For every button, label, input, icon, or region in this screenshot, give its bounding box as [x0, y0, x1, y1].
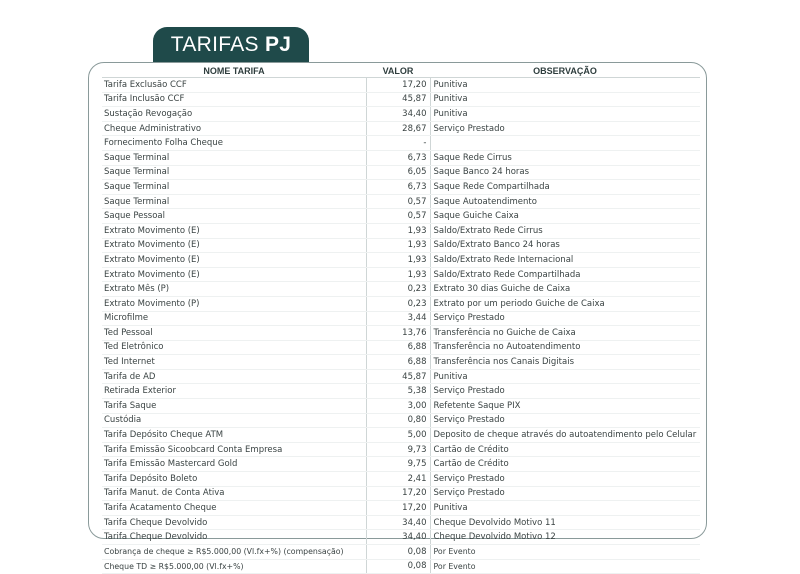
cell-observacao: Serviço Prestado	[430, 413, 700, 428]
table-row	[102, 180, 700, 195]
cell-observacao: Cartão de Crédito	[430, 442, 700, 457]
table-row	[102, 326, 700, 341]
cell-observacao: Saldo/Extrato Rede Compartilhada	[430, 267, 700, 282]
table-row	[102, 355, 700, 370]
cell-valor: 5,38	[366, 384, 430, 399]
table-row	[102, 223, 700, 238]
table-row	[102, 238, 700, 253]
cell-valor: 6,88	[366, 355, 430, 370]
cell-observacao: Punitiva	[430, 78, 700, 93]
table-row	[102, 457, 700, 472]
cell-valor: 1,93	[366, 238, 430, 253]
cell-nome-tarifa: Tarifa Cheque Devolvido	[102, 530, 366, 545]
cell-observacao: Serviço Prestado	[430, 472, 700, 487]
cell-nome-tarifa: Tarifa de AD	[102, 369, 366, 384]
cell-valor: 9,73	[366, 442, 430, 457]
cell-valor: 0,08	[366, 545, 430, 560]
cell-observacao: Saque Guiche Caixa	[430, 209, 700, 224]
cell-observacao: Saque Rede Compartilhada	[430, 180, 700, 195]
table-row	[102, 267, 700, 282]
cell-nome-tarifa: Tarifa Depósito Cheque ATM	[102, 428, 366, 443]
table-row	[102, 107, 700, 122]
cell-nome-tarifa: Ted Pessoal	[102, 326, 366, 341]
title-bold: PJ	[264, 33, 292, 56]
cell-observacao: Punitiva	[430, 369, 700, 384]
cell-nome-tarifa: Tarifa Manut. de Conta Ativa	[102, 486, 366, 501]
cell-nome-tarifa: Tarifa Exclusão CCF	[102, 78, 366, 93]
cell-nome-tarifa: Tarifa Emissão Mastercard Gold	[102, 457, 366, 472]
table-row	[102, 136, 700, 151]
table-row	[102, 530, 700, 545]
cell-observacao: Deposito de cheque através do autoatendimento pelo Celular	[430, 428, 700, 443]
cell-nome-tarifa: Saque Terminal	[102, 194, 366, 209]
cell-valor: 6,73	[366, 180, 430, 195]
cell-valor: 5,00	[366, 428, 430, 443]
table-row	[102, 413, 700, 428]
cell-valor: 6,88	[366, 340, 430, 355]
cell-observacao: Saldo/Extrato Rede Cirrus	[430, 223, 700, 238]
table-row	[102, 486, 700, 501]
tariff-table	[102, 65, 700, 574]
table-row	[102, 559, 700, 574]
cell-observacao: Serviço Prestado	[430, 121, 700, 136]
table-row	[102, 165, 700, 180]
cell-valor: 34,40	[366, 530, 430, 545]
cell-observacao: Punitiva	[430, 501, 700, 516]
cell-valor: 6,05	[366, 165, 430, 180]
header-valor: VALOR	[366, 65, 430, 78]
cell-observacao	[430, 136, 700, 151]
cell-nome-tarifa: Sustação Revogação	[102, 107, 366, 122]
cell-nome-tarifa: Extrato Movimento (E)	[102, 267, 366, 282]
table-row	[102, 369, 700, 384]
title-light: TARIFAS	[170, 33, 259, 56]
cell-nome-tarifa: Ted Internet	[102, 355, 366, 370]
table-row	[102, 442, 700, 457]
cell-nome-tarifa: Microfilme	[102, 311, 366, 326]
table-row	[102, 384, 700, 399]
cell-observacao: Serviço Prestado	[430, 384, 700, 399]
table-row	[102, 545, 700, 560]
cell-valor: 45,87	[366, 369, 430, 384]
cell-observacao: Cartão de Crédito	[430, 457, 700, 472]
cell-observacao: Transferência no Guiche de Caixa	[430, 326, 700, 341]
cell-nome-tarifa: Extrato Movimento (E)	[102, 223, 366, 238]
cell-observacao: Cheque Devolvido Motivo 12	[430, 530, 700, 545]
cell-valor: 0,57	[366, 194, 430, 209]
cell-nome-tarifa: Ted Eletrônico	[102, 340, 366, 355]
cell-observacao: Saldo/Extrato Banco 24 horas	[430, 238, 700, 253]
table-row	[102, 194, 700, 209]
cell-observacao: Por Evento	[430, 559, 700, 574]
table-row	[102, 311, 700, 326]
cell-valor: 0,80	[366, 413, 430, 428]
tariff-card	[88, 62, 707, 572]
cell-nome-tarifa: Cobrança de cheque ≥ R$5.000,00 (Vl.fx+%) (compensação)	[102, 545, 366, 560]
table-row	[102, 150, 700, 165]
cell-nome-tarifa: Extrato Movimento (P)	[102, 296, 366, 311]
table-row	[102, 428, 700, 443]
cell-valor: 13,76	[366, 326, 430, 341]
cell-nome-tarifa: Extrato Movimento (E)	[102, 253, 366, 268]
cell-valor: 9,75	[366, 457, 430, 472]
cell-valor: 1,93	[366, 253, 430, 268]
table-row	[102, 340, 700, 355]
cell-valor: 0,57	[366, 209, 430, 224]
cell-valor: 28,67	[366, 121, 430, 136]
cell-nome-tarifa: Extrato Mês (P)	[102, 282, 366, 297]
header-observacao: OBSERVAÇÃO	[430, 65, 700, 78]
cell-valor: 3,00	[366, 399, 430, 414]
cell-observacao: Refetente Saque PIX	[430, 399, 700, 414]
cell-nome-tarifa: Tarifa Depósito Boleto	[102, 472, 366, 487]
cell-nome-tarifa: Saque Terminal	[102, 165, 366, 180]
cell-observacao: Por Evento	[430, 545, 700, 560]
cell-valor: 1,93	[366, 267, 430, 282]
cell-valor: 34,40	[366, 515, 430, 530]
cell-nome-tarifa: Retirada Exterior	[102, 384, 366, 399]
cell-valor: 45,87	[366, 92, 430, 107]
cell-valor: 17,20	[366, 78, 430, 93]
table-row	[102, 253, 700, 268]
cell-nome-tarifa: Custódia	[102, 413, 366, 428]
cell-nome-tarifa: Tarifa Emissão Sicoobcard Conta Empresa	[102, 442, 366, 457]
cell-nome-tarifa: Cheque TD ≥ R$5.000,00 (Vl.fx+%)	[102, 559, 366, 574]
cell-observacao: Cheque Devolvido Motivo 11	[430, 515, 700, 530]
table-row	[102, 472, 700, 487]
cell-observacao: Punitiva	[430, 92, 700, 107]
cell-observacao: Punitiva	[430, 107, 700, 122]
cell-valor: 0,08	[366, 559, 430, 574]
table-row	[102, 78, 700, 93]
cell-observacao: Extrato 30 dias Guiche de Caixa	[430, 282, 700, 297]
header-nome-tarifa: NOME TARIFA	[102, 65, 366, 78]
cell-valor: 6,73	[366, 150, 430, 165]
cell-valor: 34,40	[366, 107, 430, 122]
table-row	[102, 399, 700, 414]
cell-valor: -	[366, 136, 430, 151]
page-title	[153, 27, 309, 63]
cell-valor: 2,41	[366, 472, 430, 487]
cell-observacao: Transferência nos Canais Digitais	[430, 355, 700, 370]
cell-nome-tarifa: Tarifa Saque	[102, 399, 366, 414]
cell-observacao: Saldo/Extrato Rede Internacional	[430, 253, 700, 268]
cell-observacao: Saque Autoatendimento	[430, 194, 700, 209]
cell-nome-tarifa: Fornecimento Folha Cheque	[102, 136, 366, 151]
cell-nome-tarifa: Extrato Movimento (E)	[102, 238, 366, 253]
cell-valor: 17,20	[366, 501, 430, 516]
cell-nome-tarifa: Saque Terminal	[102, 150, 366, 165]
cell-nome-tarifa: Saque Terminal	[102, 180, 366, 195]
cell-observacao: Serviço Prestado	[430, 486, 700, 501]
table-row	[102, 515, 700, 530]
table-row	[102, 209, 700, 224]
cell-observacao: Saque Banco 24 horas	[430, 165, 700, 180]
cell-nome-tarifa: Saque Pessoal	[102, 209, 366, 224]
cell-valor: 0,23	[366, 296, 430, 311]
cell-observacao: Serviço Prestado	[430, 311, 700, 326]
cell-nome-tarifa: Cheque Administrativo	[102, 121, 366, 136]
table-header-row	[102, 65, 700, 78]
cell-observacao: Saque Rede Cirrus	[430, 150, 700, 165]
cell-valor: 1,93	[366, 223, 430, 238]
cell-nome-tarifa: Tarifa Cheque Devolvido	[102, 515, 366, 530]
cell-nome-tarifa: Tarifa Inclusão CCF	[102, 92, 366, 107]
cell-valor: 17,20	[366, 486, 430, 501]
table-body	[102, 78, 700, 574]
cell-valor: 3,44	[366, 311, 430, 326]
table-row	[102, 296, 700, 311]
table-row	[102, 92, 700, 107]
table-row	[102, 282, 700, 297]
cell-nome-tarifa: Tarifa Acatamento Cheque	[102, 501, 366, 516]
cell-observacao: Extrato por um periodo Guiche de Caixa	[430, 296, 700, 311]
cell-observacao: Transferência no Autoatendimento	[430, 340, 700, 355]
cell-valor: 0,23	[366, 282, 430, 297]
table-row	[102, 501, 700, 516]
table-row	[102, 121, 700, 136]
